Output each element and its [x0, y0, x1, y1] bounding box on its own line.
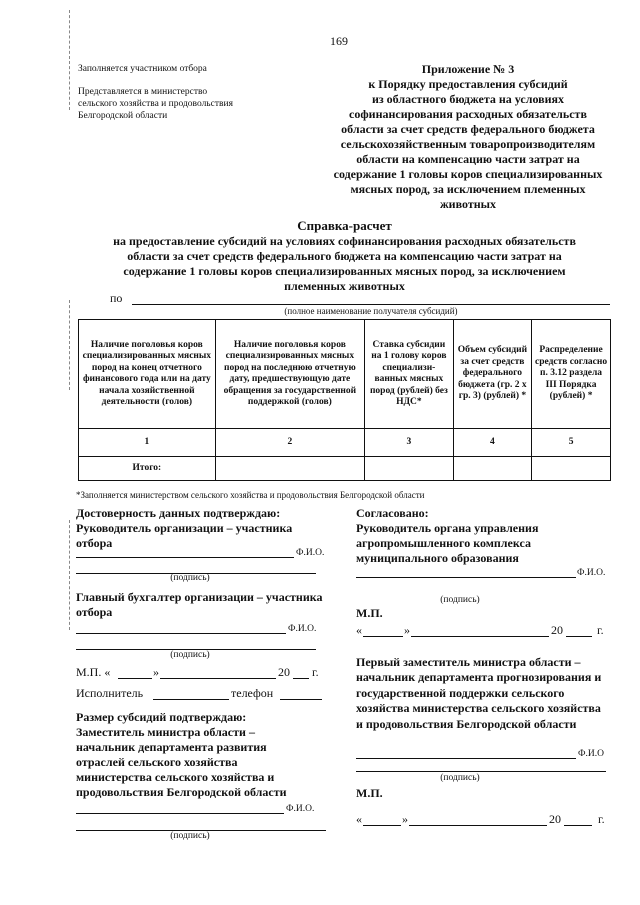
year-prefix: 20: [551, 623, 563, 637]
binding-marks-3: [69, 520, 71, 630]
doc-subtitle-line: содержание 1 головы коров специализированных мясных пород, за исключением: [123, 264, 566, 278]
signature-caption: (подпись): [170, 573, 210, 583]
table-cell: [532, 457, 611, 481]
confirm-title: Достоверность данных подтверждаю:: [76, 506, 281, 520]
accountant-label: Главный бухгалтер организации – участника отбора: [76, 590, 323, 619]
year-blank: [566, 636, 592, 637]
month-blank: [409, 825, 547, 826]
page-number: 169: [330, 34, 348, 48]
header-cell: Распределение средств согласно п. 3.12 раздела III Порядка (рублей) *: [532, 320, 611, 429]
month-blank: [160, 678, 276, 679]
signature-line: [76, 557, 294, 558]
header-cell: Наличие поголовья коров специализированных мясных пород на последнюю отчетную дату, предшествующую дате обращения за государственной поддержкой (голов): [215, 320, 364, 429]
mp-date-prefix: М.П. «: [76, 665, 111, 679]
header-cell: Объем субсидий за счет средств федерального бюджета (гр. 2 х гр. 3) (рублей) *: [453, 320, 531, 429]
table-total-row: [79, 457, 611, 481]
appendix-line: области за счет средств федерального бюджета: [341, 122, 595, 136]
appendix-line: из областного бюджета на условиях: [371, 92, 565, 106]
table-cell: [365, 457, 454, 481]
footnote: *Заполняется министерством сельского хозяйства и продовольствия Белгородской области: [76, 490, 425, 500]
signature-caption: (подпись): [440, 773, 480, 783]
phone-label: телефон: [231, 686, 274, 700]
recipient-caption: (полное наименование получателя субсидий): [284, 306, 458, 316]
signature-caption: (подпись): [440, 595, 480, 605]
recipient-prefix: по: [110, 291, 123, 305]
mp-label: М.П.: [356, 606, 383, 620]
year-suffix: г.: [597, 623, 604, 637]
column-number: 2: [215, 429, 364, 457]
day-blank: [363, 636, 403, 637]
head-agro-label: Руководитель органа управления агропромышленного комплекса муниципального образования: [356, 521, 539, 565]
year-blank: [293, 678, 309, 679]
year-suffix: г.: [598, 812, 605, 826]
table-cell: [215, 457, 364, 481]
appendix-line: сельскохозяйственным товаропроизводителям: [340, 137, 596, 151]
executor-label: Исполнитель: [76, 686, 144, 700]
appendix-block: [308, 62, 628, 212]
appendix-line: животных: [439, 197, 497, 211]
submitted-to-block: [78, 86, 278, 122]
table-cell: [453, 457, 531, 481]
quote-close: »: [402, 812, 408, 826]
table-header-row: [79, 320, 611, 429]
year-suffix: г.: [312, 665, 319, 679]
signature-line: [356, 758, 576, 759]
appendix-line: софинансирования расходных обязательств: [349, 107, 587, 121]
year-prefix: 20: [278, 665, 290, 679]
fio-label: Ф.И.О: [578, 749, 604, 759]
fio-label: Ф.И.О.: [286, 804, 315, 814]
day-blank: [118, 678, 152, 679]
column-number: 4: [453, 429, 531, 457]
signature-line: [356, 577, 576, 578]
mp-label: М.П.: [356, 786, 383, 800]
column-number: 1: [79, 429, 216, 457]
filled-by-note: Заполняется участником отбора: [78, 64, 207, 74]
quote-open: «: [356, 623, 362, 637]
deputy-label: Заместитель министра области – начальник департамента развития отраслей сельского хозяйства министерства сельского хозяйства и продовольствия Белгородской области: [76, 725, 287, 799]
year-blank: [564, 825, 592, 826]
total-label: Итого:: [79, 457, 216, 481]
appendix-title: Приложение № 3: [421, 62, 515, 76]
submitted-line: сельского хозяйства и продовольствия: [78, 99, 233, 109]
appendix-line: к Порядку предоставления субсидий: [368, 77, 568, 91]
head-org-label: Руководитель организации – участника отбора: [76, 521, 293, 550]
fio-label: Ф.И.О.: [296, 548, 325, 558]
quote-open: «: [356, 812, 362, 826]
binding-marks: [69, 10, 71, 110]
appendix-line: содержание 1 головы коров специализированных: [333, 167, 603, 181]
subsidy-confirm-title: Размер субсидий подтверждаю:: [76, 710, 247, 724]
header-cell: Наличие поголовья коров специализированных мясных пород на конец отчетного финансового года или на дату начала хозяйственной деятельности (голов): [79, 320, 216, 429]
doc-title: Справка-расчет: [297, 218, 392, 233]
column-number: 3: [365, 429, 454, 457]
agreed-title: Согласовано:: [356, 506, 429, 520]
doc-subtitle-line: племенных животных: [284, 279, 405, 293]
quote-close: »: [404, 623, 410, 637]
phone-blank: [280, 699, 322, 700]
submitted-line: Белгородской области: [78, 111, 168, 121]
signature-line: [76, 633, 286, 634]
signature-line: [76, 813, 284, 814]
day-blank: [363, 825, 401, 826]
doc-subtitle: [78, 234, 611, 294]
submitted-line: Представляется в министерство: [78, 87, 208, 97]
executor-blank: [153, 699, 229, 700]
fio-label: Ф.И.О.: [288, 624, 317, 634]
signature-caption: (подпись): [170, 831, 210, 841]
doc-subtitle-line: на предоставление субсидий на условиях софинансирования расходных обязательств: [113, 234, 576, 248]
first-deputy-label: Первый заместитель министра области – начальник департамента прогнозирования и государственной поддержки сельского хозяйства министерства сельского хозяйства и продовольствия Белгородской области: [356, 655, 602, 731]
doc-subtitle-line: области за счет средств федерального бюджета на компенсацию части затрат на: [127, 249, 562, 263]
binding-marks-2: [69, 300, 71, 390]
month-blank: [411, 636, 549, 637]
header-cell: Ставка субсидии на 1 голову коров специализи-ванных мясных пород (рублей) без НДС*: [365, 320, 454, 429]
column-number: 5: [532, 429, 611, 457]
subsidy-table: [78, 319, 611, 481]
appendix-line: мясных пород, за исключением племенных: [350, 182, 586, 196]
appendix-line: области на компенсацию части затрат на: [356, 152, 580, 166]
date-quote: »: [153, 665, 159, 679]
recipient-line: [132, 304, 610, 305]
table-number-row: [79, 429, 611, 457]
signature-caption: (подпись): [170, 650, 210, 660]
year-prefix: 20: [549, 812, 561, 826]
fio-label: Ф.И.О.: [577, 568, 606, 578]
